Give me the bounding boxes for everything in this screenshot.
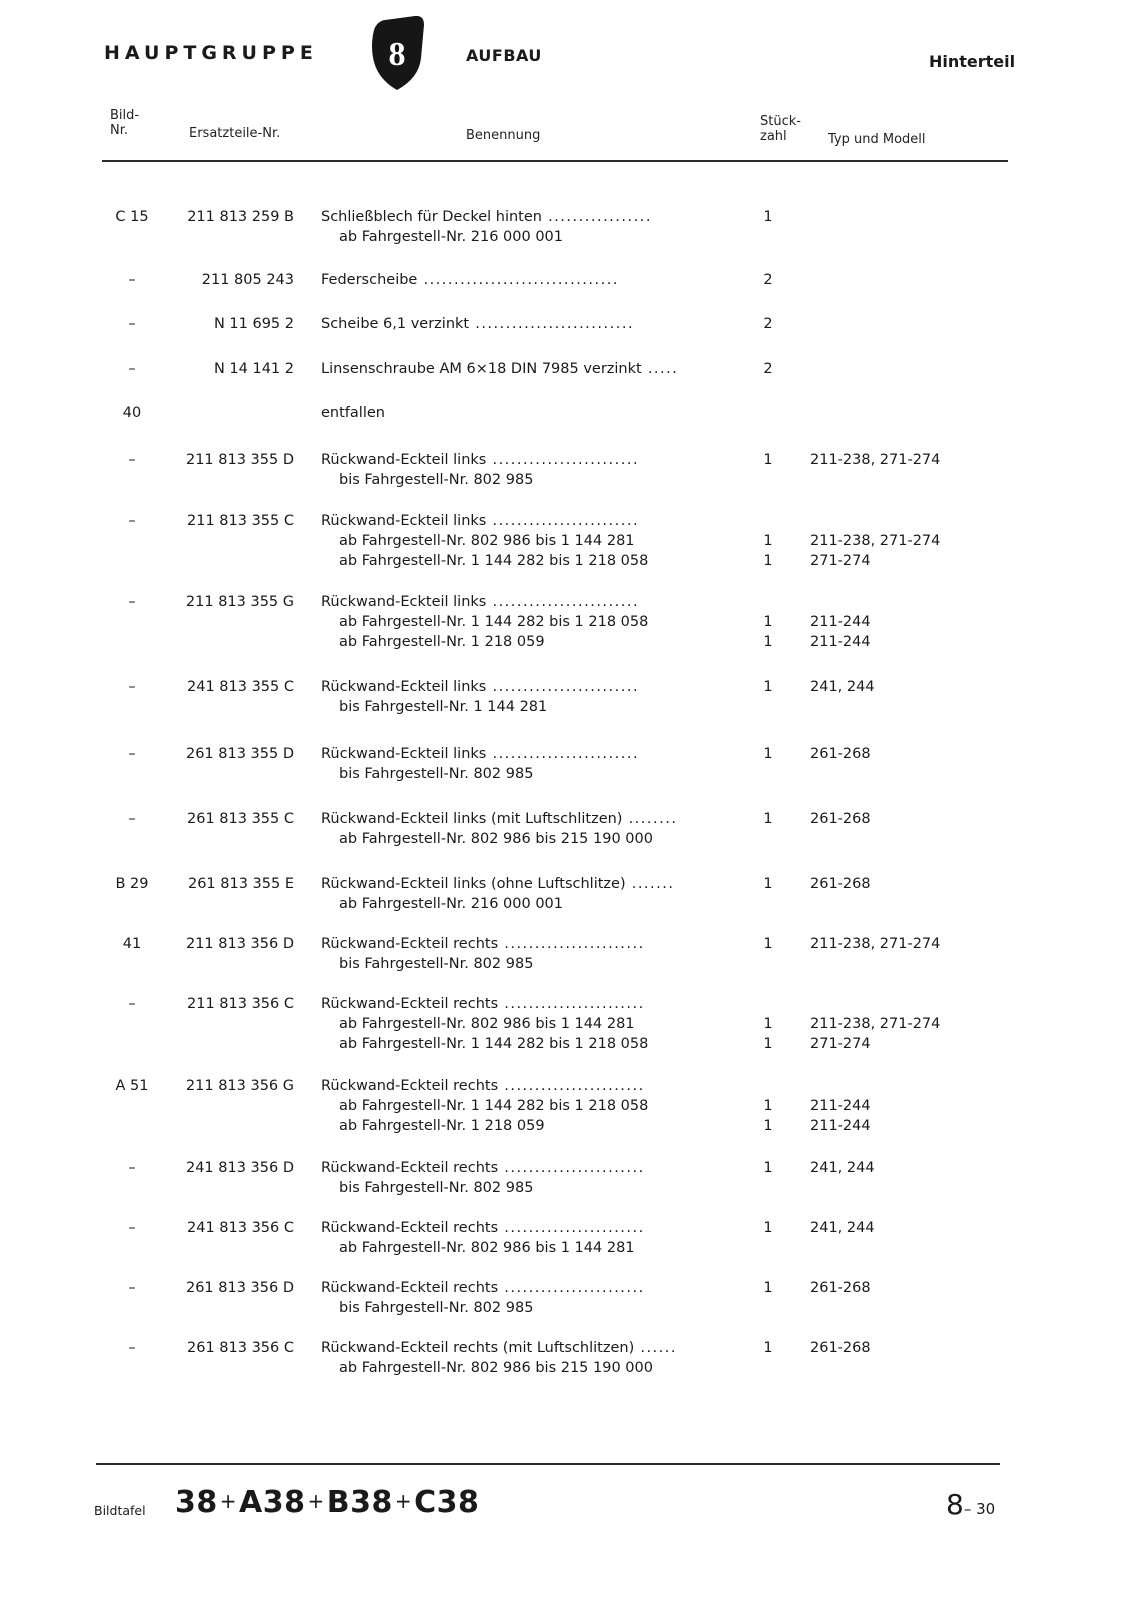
group-number: 8 (388, 36, 406, 73)
part-description (321, 403, 385, 423)
quantity: 2 (763, 272, 773, 288)
page-number (946, 1488, 995, 1521)
part-description (321, 874, 674, 894)
quantity: 1 (763, 1280, 773, 1296)
plus-separator: + (307, 1489, 325, 1513)
leader-dots: .......................... (469, 316, 635, 332)
quantity: 1 (763, 553, 773, 569)
part-number: 211 813 355 G (185, 594, 294, 610)
bild-nr: – (128, 272, 136, 288)
leader-dots: ..... (641, 361, 679, 377)
bild-nr: – (128, 811, 136, 827)
quantity: 1 (763, 876, 773, 892)
part-number: N 11 695 2 (213, 316, 294, 332)
part-description (321, 1338, 677, 1358)
description-text: Rückwand-Eckteil links (321, 746, 487, 762)
plate-references (175, 1485, 479, 1520)
part-description (321, 359, 678, 379)
quantity: 1 (763, 811, 773, 827)
description-text: ab Fahrgestell-Nr. 1 144 282 bis 1 218 058 (339, 1036, 649, 1052)
type-model: 261-268 (810, 811, 871, 827)
description-text: Rückwand-Eckteil rechts (321, 1078, 499, 1094)
quantity: 2 (763, 361, 773, 377)
quantity: 1 (763, 614, 773, 630)
bild-nr: – (128, 996, 136, 1012)
bild-nr: – (128, 1340, 136, 1356)
col-header-bild (110, 108, 139, 138)
bild-nr: A 51 (115, 1078, 149, 1094)
description-text: bis Fahrgestell-Nr. 802 985 (339, 1300, 534, 1316)
description-text: Rückwand-Eckteil links (ohne Luftschlitze) (321, 876, 626, 892)
leader-dots: ........................ (486, 594, 640, 610)
type-model: 211-238, 271-274 (810, 533, 941, 549)
part-description (321, 314, 634, 334)
part-number: 261 813 355 C (187, 811, 294, 827)
leader-dots: ................. (541, 209, 652, 225)
description-text: bis Fahrgestell-Nr. 802 985 (339, 472, 534, 488)
type-model: 261-268 (810, 876, 871, 892)
part-description-detail (339, 894, 563, 914)
col-header-part: Ersatzteile-Nr. (189, 126, 281, 141)
part-description-detail (339, 470, 533, 490)
description-text: ab Fahrgestell-Nr. 1 218 059 (339, 634, 545, 650)
part-description-detail (339, 632, 545, 652)
quantity: 1 (763, 1036, 773, 1052)
part-number: 211 813 356 C (187, 996, 294, 1012)
bild-nr: 41 (122, 936, 142, 952)
col-header-typ: Typ und Modell (828, 132, 926, 147)
part-description-detail (339, 612, 648, 632)
part-number: 211 813 355 D (185, 452, 294, 468)
description-text: entfallen (321, 405, 385, 421)
part-description-detail (339, 1178, 533, 1198)
quantity: 2 (763, 316, 773, 332)
part-number: 261 813 356 D (185, 1280, 294, 1296)
part-number: 241 813 356 D (185, 1160, 294, 1176)
part-description (321, 1278, 645, 1298)
part-description-detail (339, 1298, 533, 1318)
description-text: Rückwand-Eckteil rechts (321, 936, 499, 952)
part-description-detail (339, 1014, 635, 1034)
plate-ref-4: C38 (414, 1485, 480, 1520)
description-text: Rückwand-Eckteil links (321, 513, 487, 529)
description-text: ab Fahrgestell-Nr. 216 000 001 (339, 229, 564, 245)
description-text: Rückwand-Eckteil links (mit Luftschlitzen) (321, 811, 623, 827)
description-text: ab Fahrgestell-Nr. 802 986 bis 1 144 281 (339, 1016, 635, 1032)
leader-dots: ........................ (486, 746, 640, 762)
part-number: 261 813 356 C (187, 1340, 294, 1356)
quantity: 1 (763, 1118, 773, 1134)
plate-ref-2: A38 (239, 1485, 306, 1520)
part-description (321, 207, 652, 227)
plus-separator: + (219, 1489, 238, 1513)
quantity: 1 (763, 1016, 773, 1032)
description-text: bis Fahrgestell-Nr. 802 985 (339, 766, 534, 782)
part-number: 261 813 355 E (187, 876, 294, 892)
part-number: N 14 141 2 (213, 361, 294, 377)
quantity: 1 (763, 1098, 773, 1114)
type-model: 211-238, 271-274 (810, 936, 941, 952)
plate-ref-3: B38 (326, 1485, 393, 1520)
part-description-detail (339, 1358, 653, 1378)
leader-dots: ....................... (498, 1280, 645, 1296)
part-description (321, 1218, 645, 1238)
part-description (321, 1158, 645, 1178)
part-description-detail (339, 1096, 648, 1116)
part-description (321, 592, 639, 612)
leader-dots: ....................... (498, 1160, 645, 1176)
description-text: Rückwand-Eckteil links (321, 452, 487, 468)
part-number: 211 813 355 C (187, 513, 294, 529)
bild-nr: – (128, 1280, 136, 1296)
description-text: Rückwand-Eckteil links (321, 679, 487, 695)
bild-nr: – (128, 746, 136, 762)
type-model: 211-244 (810, 634, 871, 650)
description-text: Rückwand-Eckteil rechts (321, 996, 499, 1012)
description-text: bis Fahrgestell-Nr. 1 144 281 (339, 699, 548, 715)
part-description-detail (339, 551, 648, 571)
description-text: ab Fahrgestell-Nr. 802 986 bis 1 144 281 (339, 1240, 635, 1256)
page-number-sub: – 30 (963, 1500, 996, 1518)
leader-dots: ....................... (498, 936, 645, 952)
type-model: 241, 244 (810, 1220, 875, 1236)
bildtafel-label: Bildtafel (94, 1503, 146, 1518)
description-text: ab Fahrgestell-Nr. 802 986 bis 1 144 281 (339, 533, 635, 549)
part-description-detail (339, 531, 635, 551)
quantity: 1 (763, 1340, 773, 1356)
bild-nr: – (128, 1160, 136, 1176)
leader-dots: ....................... (498, 996, 645, 1012)
leader-dots: ........................ (486, 452, 640, 468)
description-text: Rückwand-Eckteil rechts (321, 1280, 499, 1296)
quantity: 1 (763, 209, 773, 225)
quantity: 1 (763, 533, 773, 549)
leader-dots: ....................... (498, 1078, 645, 1094)
type-model: 241, 244 (810, 1160, 875, 1176)
description-text: ab Fahrgestell-Nr. 802 986 bis 215 190 000 (339, 1360, 653, 1376)
bild-nr: B 29 (115, 876, 149, 892)
part-number: 241 813 356 C (187, 1220, 294, 1236)
bild-nr: – (128, 1220, 136, 1236)
description-text: ab Fahrgestell-Nr. 1 218 059 (339, 1118, 545, 1134)
quantity: 1 (763, 936, 773, 952)
description-text: ab Fahrgestell-Nr. 802 986 bis 215 190 000 (339, 831, 653, 847)
part-description (321, 744, 639, 764)
quantity: 1 (763, 679, 773, 695)
description-text: ab Fahrgestell-Nr. 1 144 282 bis 1 218 058 (339, 553, 649, 569)
col-header-name: Benennung (466, 128, 541, 143)
part-number: 241 813 355 C (187, 679, 294, 695)
leader-dots: ....... (625, 876, 675, 892)
part-description-detail (339, 227, 563, 247)
part-description (321, 809, 677, 829)
description-text: bis Fahrgestell-Nr. 802 985 (339, 1180, 534, 1196)
col-header-qty-line1: Stück- (760, 114, 801, 129)
description-text: ab Fahrgestell-Nr. 1 144 282 bis 1 218 058 (339, 1098, 649, 1114)
part-description (321, 1076, 645, 1096)
plus-separator: + (394, 1489, 413, 1513)
part-description-detail (339, 1034, 648, 1054)
leader-dots: ........................ (486, 679, 640, 695)
bild-nr: – (128, 316, 136, 332)
leader-dots: ....................... (498, 1220, 645, 1236)
bild-nr: C 15 (115, 209, 149, 225)
header-rule (102, 160, 1008, 162)
quantity: 1 (763, 452, 773, 468)
leader-dots: ...... (634, 1340, 677, 1356)
bild-nr: – (128, 513, 136, 529)
part-number: 211 813 356 G (185, 1078, 294, 1094)
description-text: Federscheibe (321, 272, 418, 288)
type-model: 261-268 (810, 746, 871, 762)
part-description-detail (339, 1116, 545, 1136)
part-description-detail (339, 829, 653, 849)
part-description (321, 934, 645, 954)
bild-nr: 40 (122, 405, 142, 421)
subsection-title: Hinterteil (929, 52, 1016, 71)
part-description (321, 511, 639, 531)
leader-dots: ........ (622, 811, 678, 827)
group-label: HAUPTGRUPPE (104, 42, 318, 64)
plate-ref-1: 38 (175, 1485, 218, 1520)
footer-rule (96, 1463, 1000, 1465)
part-description (321, 677, 639, 697)
group-badge-shape (371, 16, 425, 90)
part-description (321, 994, 645, 1014)
page-number-main: 8 (946, 1488, 964, 1521)
part-number: 211 813 259 B (187, 209, 294, 225)
description-text: Rückwand-Eckteil links (321, 594, 487, 610)
part-description-detail (339, 954, 533, 974)
type-model: 211-244 (810, 1118, 871, 1134)
col-header-qty-line2: zahl (760, 129, 787, 144)
type-model: 271-274 (810, 1036, 871, 1052)
part-description-detail (339, 1238, 635, 1258)
col-header-qty (760, 114, 801, 144)
bild-nr: – (128, 594, 136, 610)
type-model: 211-244 (810, 614, 871, 630)
description-text: bis Fahrgestell-Nr. 802 985 (339, 956, 534, 972)
bild-nr: – (128, 679, 136, 695)
section-title: AUFBAU (466, 46, 542, 65)
bild-nr: – (128, 361, 136, 377)
type-model: 271-274 (810, 553, 871, 569)
description-text: Scheibe 6,1 verzinkt (321, 316, 470, 332)
part-description-detail (339, 764, 533, 784)
col-header-bild-line2: Nr. (110, 123, 129, 138)
quantity: 1 (763, 1220, 773, 1236)
description-text: ab Fahrgestell-Nr. 1 144 282 bis 1 218 058 (339, 614, 649, 630)
quantity: 1 (763, 1160, 773, 1176)
description-text: Rückwand-Eckteil rechts (321, 1160, 499, 1176)
type-model: 211-244 (810, 1098, 871, 1114)
type-model: 241, 244 (810, 679, 875, 695)
description-text: Rückwand-Eckteil rechts (321, 1220, 499, 1236)
type-model: 211-238, 271-274 (810, 452, 941, 468)
description-text: Schließblech für Deckel hinten (321, 209, 542, 225)
description-text: Rückwand-Eckteil rechts (mit Luftschlitzen) (321, 1340, 635, 1356)
part-description (321, 450, 639, 470)
leader-dots: ........................ (486, 513, 640, 529)
type-model: 261-268 (810, 1340, 871, 1356)
col-header-bild-line1: Bild- (110, 108, 140, 123)
description-text: Linsenschraube AM 6×18 DIN 7985 verzinkt (321, 361, 642, 377)
part-number: 211 805 243 (201, 272, 294, 288)
part-number: 211 813 356 D (185, 936, 294, 952)
part-number: 261 813 355 D (185, 746, 294, 762)
type-model: 261-268 (810, 1280, 871, 1296)
quantity: 1 (763, 746, 773, 762)
description-text: ab Fahrgestell-Nr. 216 000 001 (339, 896, 564, 912)
part-description (321, 270, 619, 290)
leader-dots: ................................ (417, 272, 619, 288)
quantity: 1 (763, 634, 773, 650)
group-number-badge (371, 16, 425, 90)
part-description-detail (339, 697, 547, 717)
type-model: 211-238, 271-274 (810, 1016, 941, 1032)
bild-nr: – (128, 452, 136, 468)
